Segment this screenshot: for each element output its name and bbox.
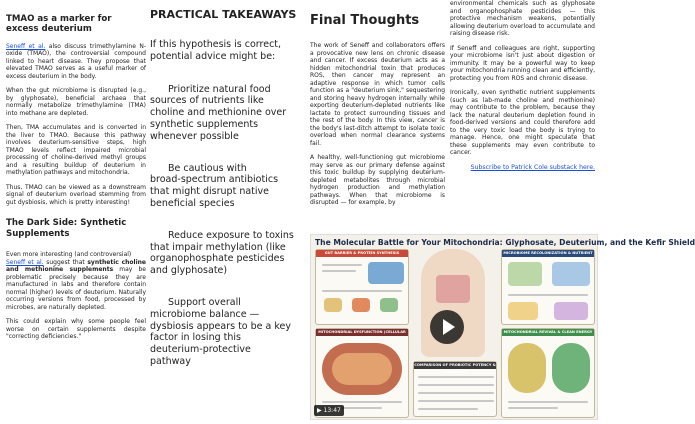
paragraph: The work of Seneff and collaborators offers a provocative new lens on chronic disease and cancer. If excess deuterium acts as a hidden mitochondrial toxin that produces ROS, then cancer may represent an adaptive response in which tumor cells function as a "deuterium sink," sequestering and storing heavy hydrogen internally while exporting deuterium-depleted nutrients like lactate to protect surrounding tissues and the rest of the body. In this view, cancer is the body's last-ditch attempt to isolate toxic overload when normal clearance systems fail. bbox=[310, 42, 445, 147]
column-2-takeaways bbox=[150, 0, 300, 424]
panel-mito-revival: MITOCHONDRIAL REVIVAL & CLEAN ENERGY bbox=[501, 328, 595, 418]
panel-gut-barrier: GUT BARRIER & PROTEIN SYNTHESIS bbox=[315, 249, 409, 325]
takeaway-item: Prioritize natural food sources of nutrients like choline and methionine over synthetic supplements whenever possible bbox=[150, 83, 287, 142]
paragraph: When the gut microbiome is disrupted (e.g., by glyphosate), beneficial archaea that normally metabolize trimethylamine (TMA) into methane are depleted. bbox=[6, 87, 146, 117]
play-button[interactable] bbox=[430, 310, 464, 344]
paragraph: environmental chemicals such as glyphosate and organophosphate pesticides — this protective mechanism weakens, potentially allowing deuterium overload to accumulate and raising disease risk. bbox=[450, 0, 595, 37]
subscribe-link-wrap bbox=[450, 164, 595, 171]
heading-final-thoughts: Final Thoughts bbox=[310, 13, 420, 28]
paragraph: This could explain why some people feel worse on certain supplements despite "correcting deficiencies." bbox=[6, 318, 146, 341]
paragraph: Even more interesting (and controversial) bbox=[6, 251, 132, 259]
column-1 bbox=[6, 0, 146, 424]
panel-comparison: COMPARISON OF PROBIOTIC POTENCY & COMPLEXITY bbox=[413, 361, 497, 417]
play-icon bbox=[443, 319, 455, 335]
seneff-link[interactable]: Seneff et al. bbox=[6, 42, 46, 50]
paragraph: Thus, TMAO can be viewed as a downstream signal of deuterium overload stemming from gut dysbiosis, which is pretty interesting! bbox=[6, 183, 146, 206]
video-duration: ▶ 13:47 bbox=[314, 405, 344, 416]
heading-takeaways: PRACTICAL TAKEAWAYS bbox=[150, 8, 297, 21]
paragraph: Ironically, even synthetic nutrient supplements (such as lab-made choline and methionine) may contribute to the problem, because they lack the natural deuterium depletion found in food-derived versions and could therefore add to the very toxic load the body is trying to manage. Hence, one might speculate that these supplements may even contribute to cancer. bbox=[450, 89, 595, 156]
takeaway-item: Support overall microbiome balance — dysbiosis appears to be a key factor in losing this deuterium-protective pathway bbox=[150, 296, 291, 367]
panel-mito-dysfunction: MITOCHONDRIAL DYSFUNCTION (CELLULAR ENERGY) bbox=[315, 328, 409, 418]
takeaway-item: Reduce exposure to toxins that impair methylation (like organophosphate pesticides and glyphosate) bbox=[150, 229, 294, 277]
paragraph: Seneff et al. suggest that synthetic choline and methionine supplements may be problematic precisely because they are manufactured in labs and therefore contain normal (higher) levels of deuterium. Naturally occurring versions from food, processed by microbes, are naturally depleted. bbox=[6, 258, 146, 311]
subscribe-link[interactable]: Subscribe to Patrick Cole substack here. bbox=[470, 163, 595, 171]
heading-tmao: TMAO as a marker for excess deuterium bbox=[6, 14, 112, 35]
heading-dark-side: The Dark Side: Synthetic Supplements bbox=[6, 218, 127, 239]
seneff-link-2[interactable]: Seneff et al. bbox=[6, 258, 44, 266]
panel-recolonization: MICROBIOME RECOLONIZATION & NUTRIENT UTILIZATION bbox=[501, 249, 595, 325]
paragraph: If Seneff and colleagues are right, supporting your microbiome isn't just about digestion or immunity. It may be a powerful way to keep your mitochondria running clean and efficiently, protecting you from ROS and chronic disease. bbox=[450, 44, 595, 82]
takeaway-item: Be cautious with broad-spectrum antibiotics that might disrupt native beneficial species bbox=[150, 162, 279, 209]
paragraph: A healthy, well-functioning gut microbiome may serve as our primary defense against this toxic buildup by supplying deuterium-depleted metabolites through microbial hydrogen production and methylation pathways. When that microbiome is disrupted — for example, by bbox=[310, 154, 445, 206]
infographic-video[interactable] bbox=[310, 234, 695, 420]
paragraph: Then, TMA accumulates and is converted in the liver to TMAO. Because this pathway involves deuterium-sensitive steps, high TMAO levels reflect impaired microbial processing of choline-derived methyl groups and a resulting buildup of deuterium in methylation pathways and mitochondria. bbox=[6, 124, 146, 177]
takeaways-intro: If this hypothesis is correct, potential advice might be: bbox=[150, 39, 282, 62]
paragraph: Seneff et al. also discuss trimethylamine N-oxide (TMAO), the controversial compound linked to heart disease. They propose that elevated TMAO serves as a useful marker of excess deuterium in the body. bbox=[6, 42, 146, 80]
infographic-title: The Molecular Battle for Your Mitochondria: Glyphosate, Deuterium, and the Kefir Shield bbox=[315, 238, 695, 247]
